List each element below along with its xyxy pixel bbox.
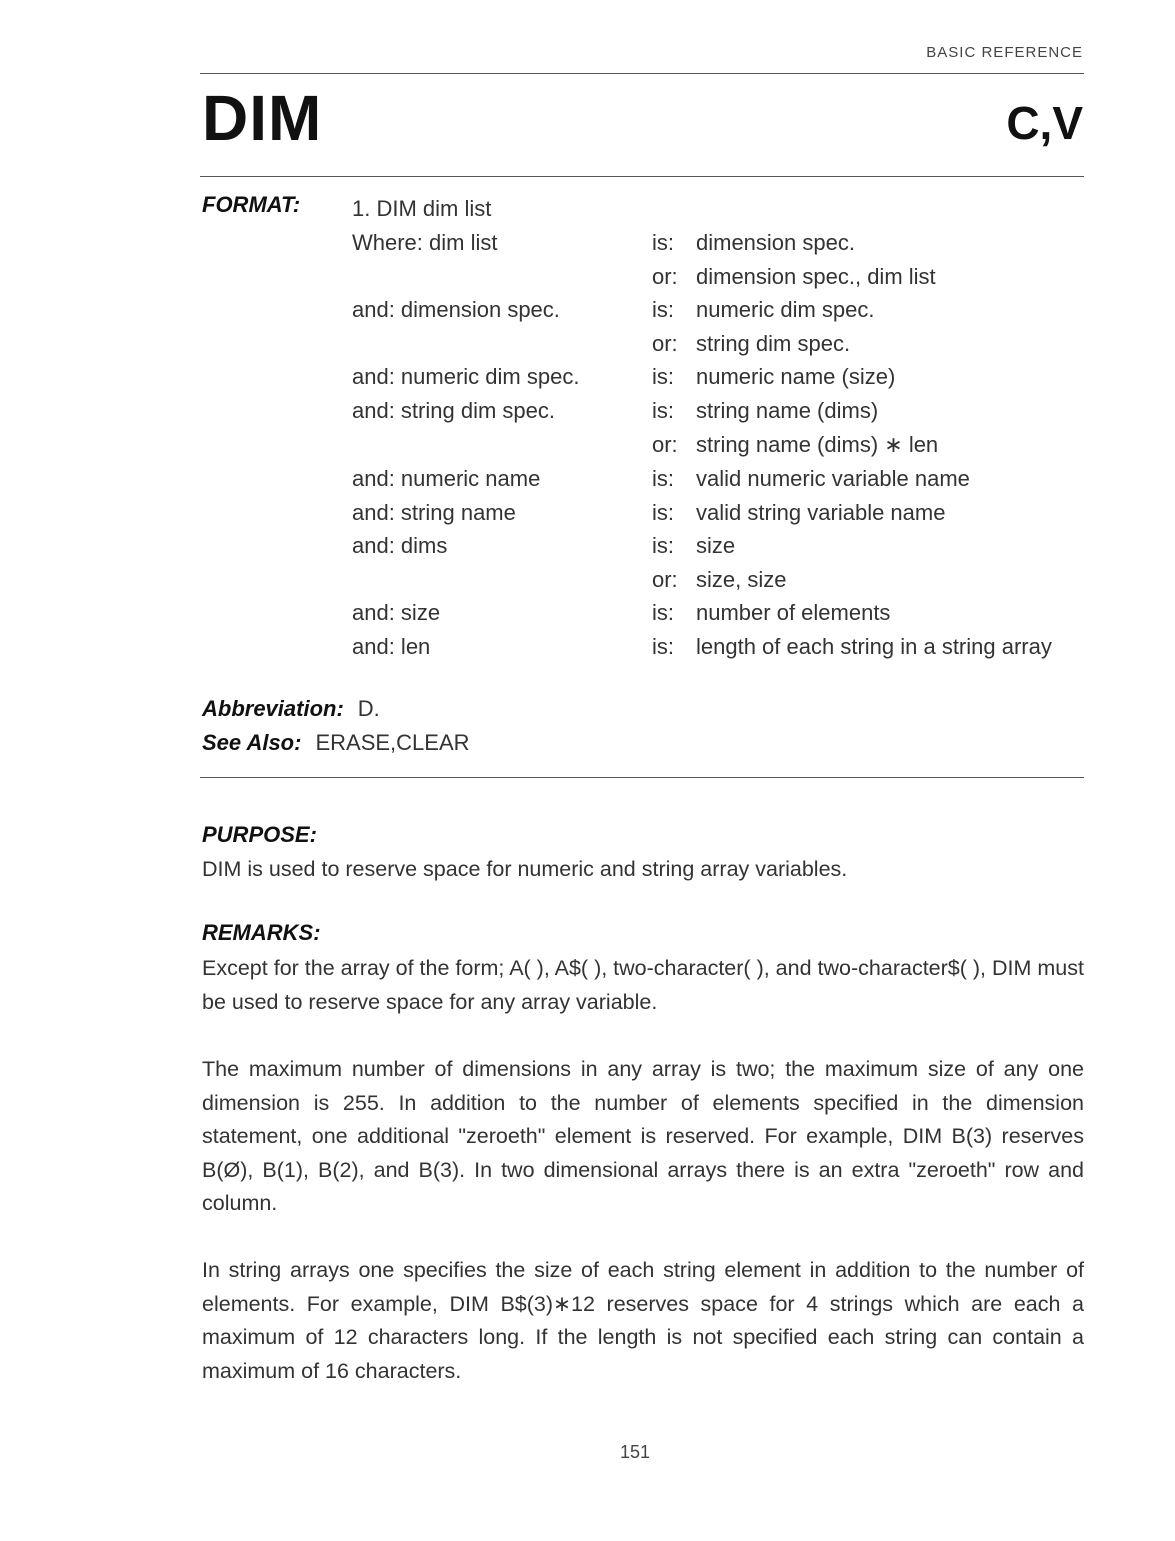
format-row-left: and: len <box>352 634 431 659</box>
remarks-paragraph: In string arrays one specifies the size of each string element in addition to the number of elements. For example, DIM B$(3)∗12 reserves space for 4 strings which are each a maximum of 12 characters long. If the length is not specified each string can contain a maximum of 16 characters. <box>202 1258 1084 1383</box>
format-row-right: string name (dims) <box>696 398 879 423</box>
format-label: FORMAT: <box>202 192 301 217</box>
format-row-left: and: numeric name <box>352 466 541 491</box>
see-also-label: See Also: <box>202 730 302 755</box>
format-row-conn: is: <box>652 230 674 255</box>
see-also-line <box>202 730 470 756</box>
header-rule <box>200 73 1084 74</box>
command-title: DIM <box>202 82 323 154</box>
format-row-left: Where: dim list <box>352 230 498 255</box>
title-rule <box>200 176 1084 177</box>
format-row-right: numeric name (size) <box>696 364 896 389</box>
format-row-conn: or: <box>652 264 678 289</box>
format-row-right: numeric dim spec. <box>696 297 875 322</box>
format-row-right: dimension spec., dim list <box>696 264 936 289</box>
remarks-paragraph: The maximum number of dimensions in any array is two; the maximum size of any one dimension is 255. In addition to the number of elements specified in the dimension statement, one additional "zeroeth" element is reserved. For example, DIM B(3) reserves B(Ø), B(1), B(2), and B(3). In two dimensional arrays there is an extra "zeroeth" row and column. <box>202 1057 1084 1215</box>
format-row-right: valid numeric variable name <box>696 466 970 491</box>
section-rule <box>200 777 1084 778</box>
purpose-heading: PURPOSE: <box>202 822 317 847</box>
format-row-conn: is: <box>652 364 674 389</box>
format-first-line: 1. DIM dim list <box>352 196 492 221</box>
abbreviation-label: Abbreviation: <box>202 696 344 721</box>
command-modes: C,V <box>1006 97 1083 149</box>
format-row-right: string dim spec. <box>696 331 851 356</box>
format-row-right: length of each string in a string array <box>696 634 1052 659</box>
format-row-right: valid string variable name <box>696 500 946 525</box>
format-row-conn: is: <box>652 533 674 558</box>
format-row-right: size, size <box>696 567 787 592</box>
format-row-right: dimension spec. <box>696 230 855 255</box>
format-row-conn: or: <box>652 432 678 457</box>
format-row-conn: is: <box>652 398 674 423</box>
format-row-left: and: dims <box>352 533 448 558</box>
format-row-right: string name (dims) ∗ len <box>696 432 939 457</box>
purpose-text: DIM is used to reserve space for numeric and string array variables. <box>202 857 848 881</box>
format-row-left: and: string dim spec. <box>352 398 555 423</box>
format-row-conn: is: <box>652 634 674 659</box>
format-row-conn: is: <box>652 500 674 525</box>
format-row-left: and: string name <box>352 500 516 525</box>
abbreviation-value: D. <box>357 696 380 721</box>
abbreviation-line <box>202 696 380 722</box>
format-row-conn: or: <box>652 567 678 592</box>
format-row-left: and: dimension spec. <box>352 297 560 322</box>
format-row-conn: or: <box>652 331 678 356</box>
see-also-value: ERASE,CLEAR <box>315 730 470 755</box>
page-number: 151 <box>619 1442 651 1462</box>
format-row-right: size <box>696 533 736 558</box>
format-row-left: and: numeric dim spec. <box>352 364 580 389</box>
remarks-paragraph: Except for the array of the form; A( ), A$( ), two-character( ), and two-character$( ), DIM must be used to reserve space for any array variable. <box>202 956 1084 1014</box>
format-row-conn: is: <box>652 297 674 322</box>
remarks-heading: REMARKS: <box>202 920 321 945</box>
section-header: BASIC REFERENCE <box>926 44 1083 61</box>
format-row-conn: is: <box>652 600 674 625</box>
format-row-conn: is: <box>652 466 674 491</box>
format-row-left: and: size <box>352 600 441 625</box>
format-row-right: number of elements <box>696 600 891 625</box>
